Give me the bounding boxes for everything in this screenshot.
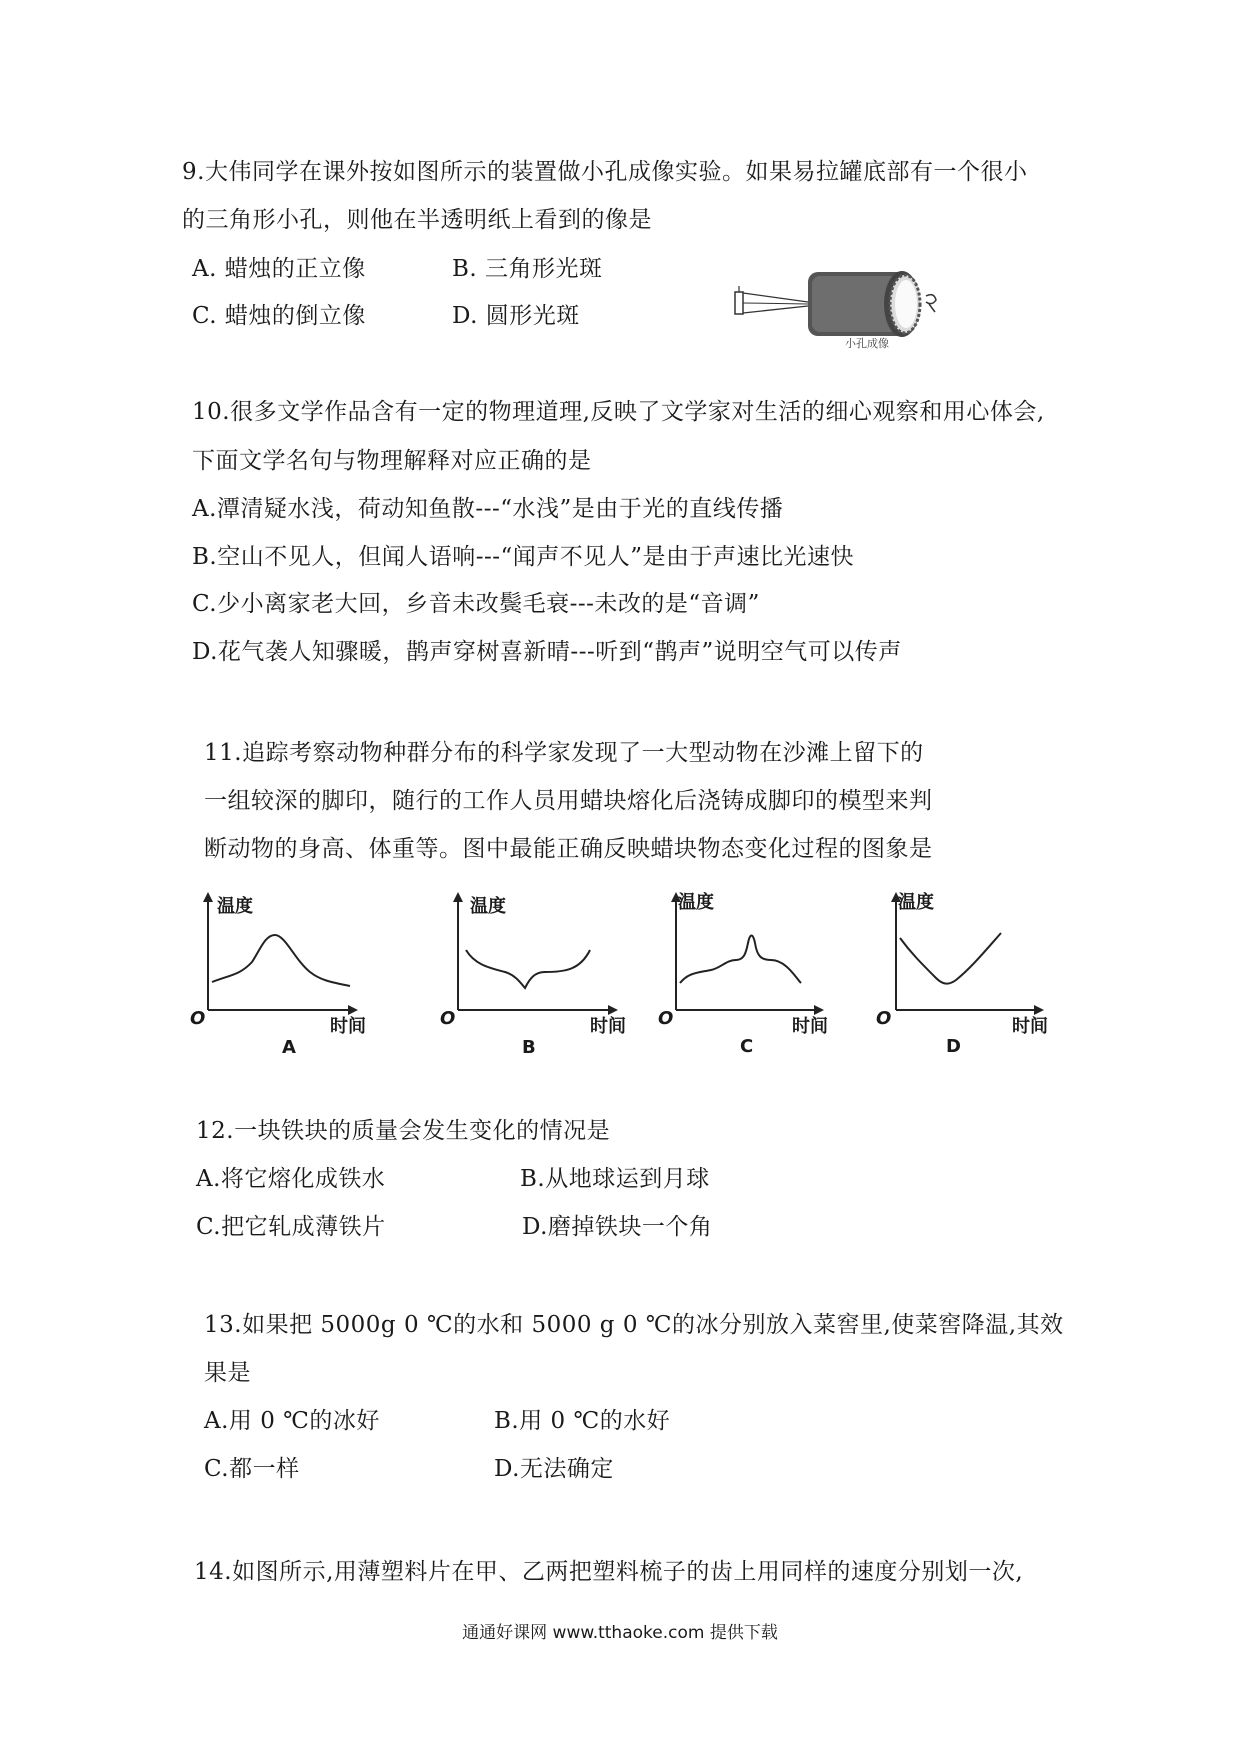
q10-option-b: B.空山不见人，但闻人语响---“闻声不见人”是由于声速比光速快 [192,544,855,570]
graph-d-label: D [946,1036,961,1057]
graph-a [190,890,390,1065]
q13-stem-line1: 13.如果把 5000g 0 ℃的水和 5000 g 0 ℃的冰分别放入菜窖里,使菜窖降温,其效 [204,1312,1064,1338]
graph-b [440,890,650,1065]
q9-option-b: B. 三角形光斑 [452,256,603,282]
q13-option-d: D.无法确定 [494,1456,614,1482]
q12-option-a: A.将它熔化成铁水 [196,1166,386,1192]
graph-d [876,888,1076,1063]
q11-stem-line1: 11.追踪考察动物种群分布的科学家发现了一大型动物在沙滩上留下的 [204,740,924,766]
q10-stem-line2: 下面文学名句与物理解释对应正确的是 [192,448,592,474]
q12-option-c: C.把它轧成薄铁片 [196,1214,386,1240]
graph-d-origin: O [876,1008,892,1029]
graph-c-label: C [740,1036,754,1057]
q10-option-d: D.花气袭人知骤暖，鹊声穿树喜新晴---听到“鹊声”说明空气可以传声 [192,639,902,665]
graph-a-label: A [282,1037,296,1058]
q9-option-c: C. 蜡烛的倒立像 [192,303,366,329]
figure-caption: 小孔成像 [845,337,889,350]
q11-stem-line3: 断动物的身高、体重等。图中最能正确反映蜡块物态变化过程的图象是 [204,836,933,862]
q13-option-a: A.用 0 ℃的冰好 [204,1408,380,1434]
q10-stem-line1: 10.很多文学作品含有一定的物理道理,反映了文学家对生活的细心观察和用心体会, [192,399,1045,425]
graph-b-xlabel: 时间 [590,1016,626,1037]
graph-c-ylabel: 温度 [678,892,714,913]
q11-stem-line2: 一组较深的脚印，随行的工作人员用蜡块熔化后浇铸成脚印的模型来判 [204,788,933,814]
graph-c-xlabel: 时间 [792,1016,828,1037]
graph-a-origin: O [190,1008,206,1029]
graph-c-origin: O [658,1008,674,1029]
q13-stem-line2: 果是 [204,1360,251,1386]
page-footer: 通通好课网 www.tthaoke.com 提供下载 [462,1623,778,1643]
q14-stem-line1: 14.如图所示,用薄塑料片在甲、乙两把塑料梳子的齿上用同样的速度分别划一次, [194,1559,1024,1585]
graph-a-ylabel: 温度 [217,896,253,917]
q9-option-d: D. 圆形光斑 [452,303,580,329]
graph-c [656,888,856,1063]
q10-option-c: C.少小离家老大回，乡音未改鬓毛衰---未改的是“音调” [192,591,760,617]
q9-option-a: A. 蜡烛的正立像 [192,256,366,282]
q10-option-a: A.潭清疑水浅，荷动知鱼散---“水浅”是由于光的直线传播 [192,496,784,522]
graph-d-ylabel: 温度 [898,892,934,913]
q9-stem-line1: 9.大伟同学在课外按如图所示的装置做小孔成像实验。如果易拉罐底部有一个很小 [182,159,1028,185]
graph-b-label: B [522,1037,536,1058]
q12-option-d: D.磨掉铁块一个角 [522,1214,713,1240]
graph-b-ylabel: 温度 [470,896,506,917]
pinhole-camera-figure [730,262,970,362]
graph-d-xlabel: 时间 [1012,1016,1048,1037]
graph-a-xlabel: 时间 [330,1016,366,1037]
q13-option-c: C.都一样 [204,1456,300,1482]
q12-option-b: B.从地球运到月球 [520,1166,710,1192]
q13-option-b: B.用 0 ℃的水好 [494,1408,671,1434]
graph-b-origin: O [440,1008,456,1029]
q9-stem-line2: 的三角形小孔，则他在半透明纸上看到的像是 [182,207,652,233]
q12-stem-line1: 12.一块铁块的质量会发生变化的情况是 [196,1118,611,1144]
